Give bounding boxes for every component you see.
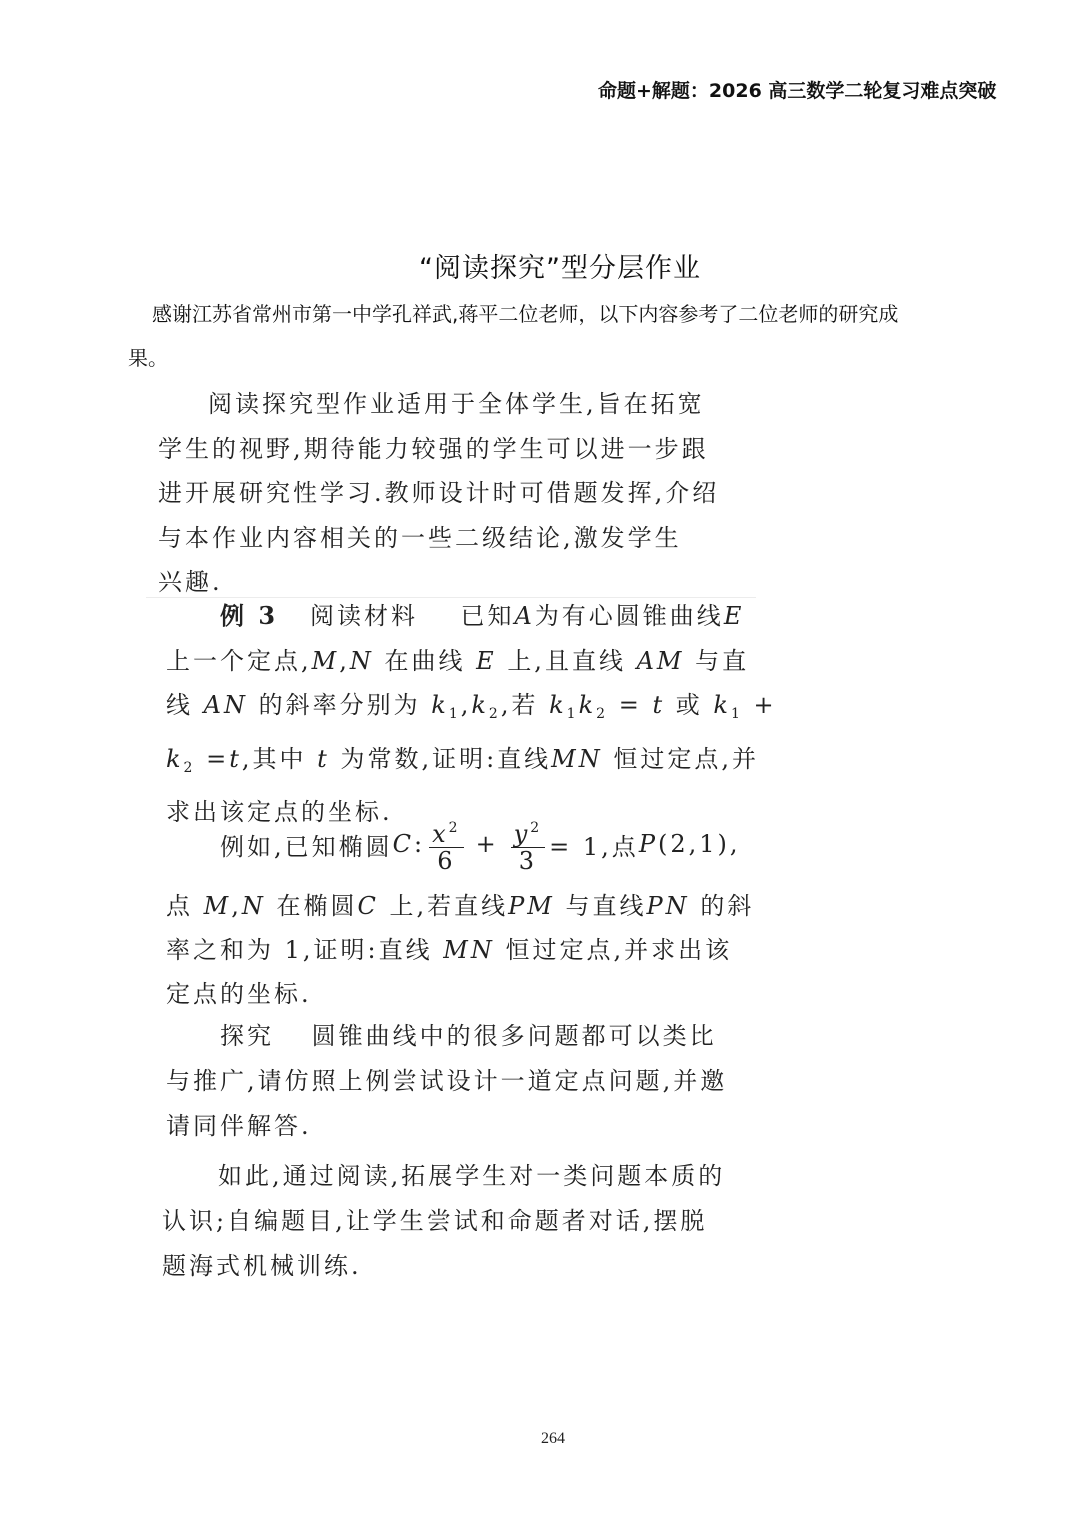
formula-text: (2,1), [657,830,741,858]
example-text: ,其中 [241,744,307,773]
page-number: 264 [541,1430,565,1447]
example-continuation [166,884,754,1016]
math-var: N [241,892,266,920]
fraction-y2-over-3 [511,815,545,874]
math-var: y [513,819,531,848]
explore-line: 探究 圆锥曲线中的很多问题都可以类比 [220,1022,717,1050]
example-text: 的斜率分别为 [258,691,421,719]
acknowledgement-line: 感谢江苏省常州市第一中学孔祥武,蒋平二位老师，以下内容参考了二位老师的研究成 [152,302,899,326]
intro-line: 兴趣. [158,568,223,596]
running-header: 命题+解题：2026 高三数学二轮复习难点突破 [598,80,997,102]
example-heading: 阅读材料 [309,602,418,630]
math-var: M [311,646,340,675]
explore-paragraph [166,1014,727,1149]
math-var: AM [636,646,685,675]
summary-line: 如此,通过阅读,拓展学生对一类问题本质的 [218,1162,726,1190]
example-label: 例 3 [220,601,279,630]
math-var: N [349,646,374,675]
example-line [166,683,777,737]
example-text: 与直 [695,646,750,675]
math-subscript: 1 [730,706,743,722]
example-text: 在曲线 [384,646,466,675]
math-var: AN [203,691,248,719]
example-text: 上一个定点, [166,646,312,675]
example-text: 上,且直线 [507,646,626,675]
continuation-line: 定点的坐标. [166,980,312,1008]
acknowledgement [128,292,968,380]
math-superscript: 2 [448,819,461,836]
explore-line: 请同伴解答. [166,1112,312,1140]
math-subscript: 2 [488,706,501,722]
math-var: M [203,892,232,920]
intro-line: 学生的视野,期待能力较强的学生可以进一步跟 [158,434,709,463]
fraction-numerator [511,815,545,848]
continuation-text: , [231,892,242,920]
example-text: , [460,691,472,719]
example-text: 线 [166,691,193,719]
math-operator: + [475,830,499,858]
math-var: PM [508,892,555,920]
math-var: k [431,691,449,719]
example-text: ,若 [500,691,539,719]
example-line [166,737,777,791]
math-subscript: 2 [596,706,609,722]
intro-line: 阅读探究型作业适用于全体学生,旨在拓宽 [208,390,705,418]
example-3-paragraph [166,594,777,835]
fraction-numerator [429,815,463,848]
intro-line: 进开展研究性学习.教师设计时可借题发挥,介绍 [158,479,720,507]
math-var: PN [646,892,690,920]
math-var: MN [443,936,495,964]
example-line [166,594,777,639]
acknowledgement-line: 果。 [128,346,168,370]
example-text: , [339,646,350,675]
intro-line: 与本作业内容相关的一些二级结论,激发学生 [158,523,682,552]
math-var: C [392,830,415,858]
continuation-text: 点 [166,892,193,920]
math-operator: = [618,691,642,719]
math-var: k [471,691,489,719]
math-var: C [357,892,379,920]
section-title: “阅读探究”型分层作业 [419,253,701,284]
math-var: k [166,744,184,773]
math-var: x [432,819,449,848]
continuation-line [166,928,754,972]
example-line: 求出该定点的坐标. [166,798,393,826]
example-text: 为常数,证明:直线 [340,744,552,773]
summary-line: 认识;自编题目,让学生尝试和命题者对话,摆脱 [162,1207,708,1235]
formula-text: = 1,点 [549,832,639,861]
math-var: t [229,744,242,773]
math-var: k [713,691,731,719]
summary-line: 题海式机械训练. [162,1252,362,1280]
math-var: k [549,691,567,719]
example-text: 或 [675,691,703,719]
fraction-denominator: 6 [437,846,456,875]
ellipse-formula-line [166,812,741,876]
continuation-text: 上,若直线 [389,892,509,920]
formula-text: 例如,已知椭圆 [220,832,393,861]
math-var: E [723,602,745,630]
math-superscript: 2 [530,819,543,836]
continuation-line [166,884,754,928]
example-line [166,639,777,684]
example-text: 为有心圆锥曲线 [534,602,724,630]
continuation-text: 的斜 [700,892,755,920]
continuation-text: 率之和为 1,证明:直线 [166,936,433,964]
math-subscript: 1 [566,706,579,722]
math-subscript: 1 [448,706,461,722]
intro-paragraph [158,382,719,605]
math-var: P [638,830,658,858]
continuation-text: 恒过定点,并求出该 [505,936,733,964]
explore-line: 与推广,请仿照上例尝试设计一道定点问题,并邀 [166,1067,728,1095]
math-operator: + [753,691,777,719]
math-var: A [514,602,535,630]
fraction-x2-over-6 [429,815,463,874]
math-var: k [578,691,597,719]
math-var: MN [551,744,603,773]
math-var: E [476,646,497,675]
math-var: t [652,691,666,719]
math-subscript: 2 [183,759,196,776]
example-text: 恒过定点,并 [613,744,760,773]
continuation-text: 在椭圆 [276,892,358,920]
example-text: 已知 [460,602,515,630]
continuation-text: 与直线 [565,892,647,920]
math-var: t [317,744,330,773]
fraction-denominator: 3 [518,846,538,875]
formula-text: : [414,830,426,858]
math-operator: = [206,744,230,773]
summary-paragraph [162,1154,725,1289]
